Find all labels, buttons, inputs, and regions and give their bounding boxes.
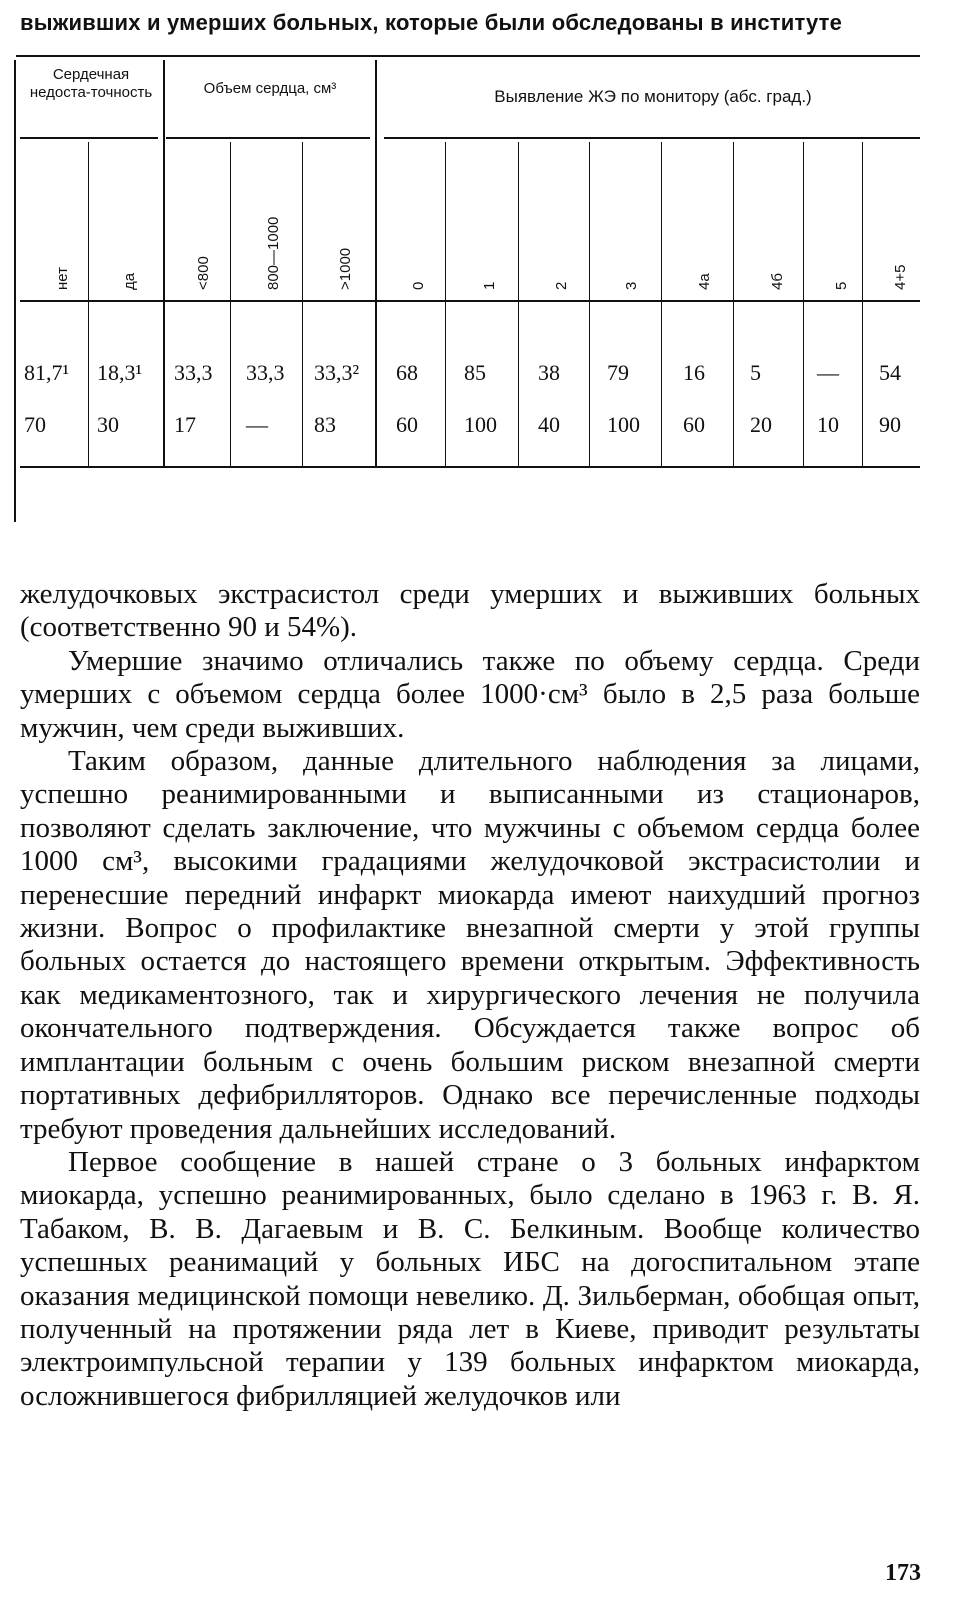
header-rule-vol bbox=[166, 137, 370, 139]
column-subheader: 2 bbox=[553, 281, 570, 290]
table-cell: 100 bbox=[607, 412, 640, 437]
table-cell: 68 bbox=[396, 360, 418, 385]
table-cell: 85 bbox=[464, 360, 486, 385]
table-cell: 33,3 bbox=[174, 360, 213, 385]
col-divider bbox=[733, 142, 734, 466]
table-cell: 60 bbox=[683, 412, 705, 437]
table-cell: 90 bbox=[879, 412, 901, 437]
header-rule-pvc bbox=[384, 137, 920, 139]
table-cell: 40 bbox=[538, 412, 560, 437]
table-cell: 20 bbox=[750, 412, 772, 437]
paragraph: Первое сообщение в нашей стране о 3 больных инфарктом миокарда, успешно реанимированных, было сделано в 1963 г. В. Я. Табаком, В. В. Дагаевым и В. С. Белкиным. Вообще количество успешных реанимаций у больных ИБС на догоспитальном этапе оказания медицинской помощи невелико. Д. Зильберман, обобщая опыт, полученный на протяжении ряда лет в Киеве, приводит результаты электроимпульсной терапии у 139 больных инфарктом миокарда, осложнившегося фибрилляцией желудочков или bbox=[20, 1145, 920, 1412]
col-divider bbox=[445, 142, 446, 466]
header-pvc-monitor: Выявление ЖЭ по монитору (абс. град.) bbox=[494, 87, 812, 106]
paragraph: желудочковых экстрасистол среди умерших и выживших больных (соответственно 90 и 54%). bbox=[20, 578, 920, 644]
left-border bbox=[14, 60, 16, 522]
table-cell: 79 bbox=[607, 360, 629, 385]
column-subheader: 3 bbox=[623, 281, 640, 290]
column-subheader: 5 bbox=[833, 281, 850, 290]
data-table bbox=[0, 0, 953, 540]
body-text bbox=[20, 578, 920, 1413]
column-subheader: 4+5 bbox=[892, 264, 909, 290]
table-bottom-rule bbox=[20, 466, 920, 468]
paragraph: Умершие значимо отличались также по объему сердца. Среди умерших с объемом сердца более 1000·см³ было в 2,5 раза больше мужчин, чем среди выживших. bbox=[20, 644, 920, 744]
col-divider bbox=[862, 142, 863, 466]
col-divider bbox=[230, 142, 231, 466]
table-cell: 54 bbox=[879, 360, 901, 385]
header-heart-volume: Объем сердца, см³ bbox=[203, 80, 337, 97]
table-cell: 38 bbox=[538, 360, 560, 385]
table-cell: 33,3 bbox=[246, 360, 285, 385]
table-cell: 81,7¹ bbox=[24, 360, 70, 385]
col-divider bbox=[88, 142, 89, 466]
table-caption: выживших и умерших больных, которые были обследованы в институте bbox=[20, 10, 843, 35]
table-cell: 16 bbox=[683, 360, 705, 385]
col-divider bbox=[375, 60, 377, 466]
table-cell: 100 bbox=[464, 412, 497, 437]
column-subheader: <800 bbox=[195, 256, 212, 290]
table-cell: 33,3² bbox=[314, 360, 360, 385]
table-cell: 18,3¹ bbox=[97, 360, 143, 385]
column-subheader: да bbox=[121, 272, 138, 290]
table-cell: 5 bbox=[750, 360, 761, 385]
table-cell: 70 bbox=[24, 412, 46, 437]
column-subheader: 0 bbox=[410, 281, 427, 290]
col-divider bbox=[163, 60, 165, 466]
paragraph: Таким образом, данные длительного наблюдения за лицами, успешно реанимированными и выписанными из стационаров, позволяют сделать заключение, что мужчины с объемом сердца более 1000 см³, высокими градациями желудочковой экстрасистолии и перенесшие передний инфаркт миокарда имеют наихудший прогноз жизни. Вопрос о профилактике внезапной смерти у этой группы больных остается до настоящего времени открытым. Эффективность как медикаментозного, так и хирургического лечения не получила окончательного подтверждения. Обсуждается также вопрос об имплантации больным с очень большим риском внезапной смерти портативных дефибрилляторов. Однако все перечисленные подходы требуют проведения дальнейших исследований. bbox=[20, 745, 920, 1145]
column-subheader: 4б bbox=[769, 273, 786, 290]
column-subheader: 4а bbox=[696, 273, 713, 290]
column-subheader: 1 bbox=[481, 281, 498, 290]
table-cell: 17 bbox=[174, 412, 196, 437]
col-divider bbox=[803, 142, 804, 466]
col-divider bbox=[661, 142, 662, 466]
column-subheader: нет bbox=[54, 267, 71, 290]
table-cell: — bbox=[817, 360, 839, 385]
subheader-rule bbox=[20, 300, 920, 302]
column-subheader: 800—1000 bbox=[265, 216, 282, 290]
table-cell: — bbox=[246, 412, 268, 437]
table-cell: 83 bbox=[314, 412, 336, 437]
table-cell: 30 bbox=[97, 412, 119, 437]
header-heart-failure: Сердечная недоста-точность bbox=[29, 66, 153, 101]
col-divider bbox=[518, 142, 519, 466]
col-divider bbox=[302, 142, 303, 466]
page-number: 173 bbox=[885, 1560, 921, 1586]
table-cell: 60 bbox=[396, 412, 418, 437]
column-subheader: >1000 bbox=[337, 247, 354, 290]
table-cell: 10 bbox=[817, 412, 839, 437]
header-rule-hf bbox=[20, 137, 158, 139]
table-top-rule bbox=[16, 55, 920, 57]
col-divider bbox=[589, 142, 590, 466]
